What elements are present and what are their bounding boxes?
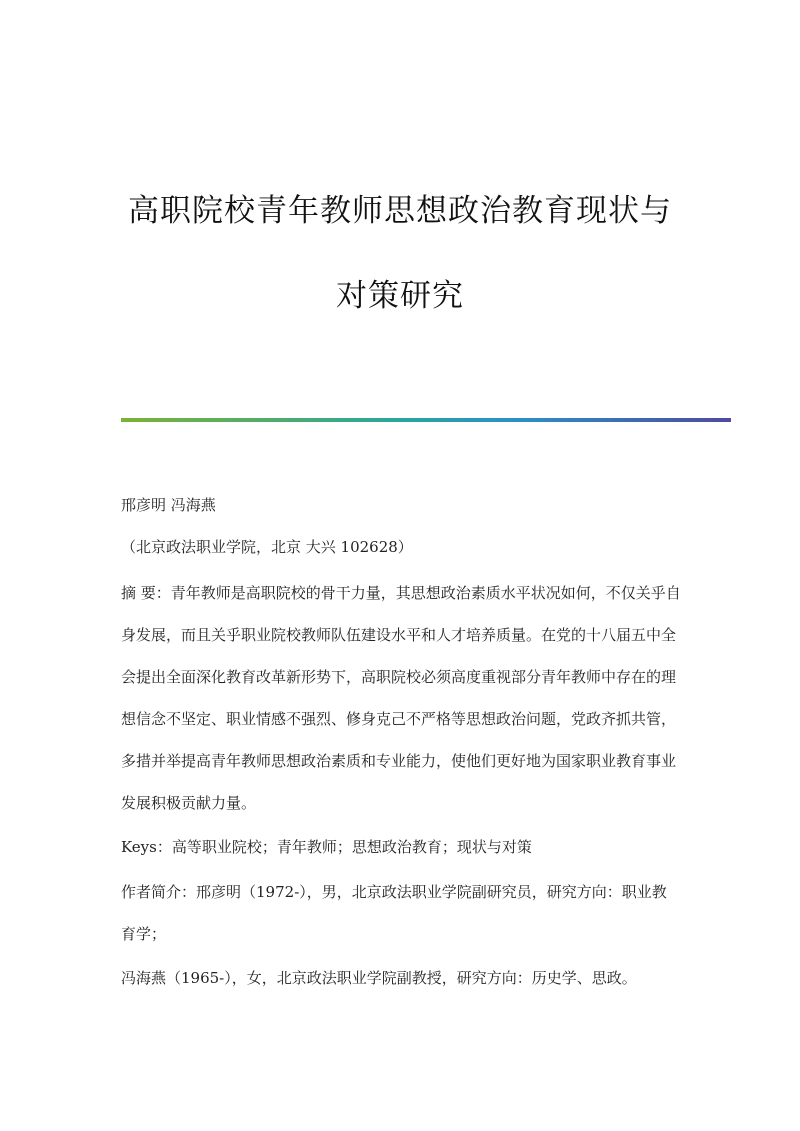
abstract-text: 青年教师是高职院校的骨干力量，其思想政治素质水平状况如何，不仅关乎自身发展，而且关乎职业院校教师队伍建设水平和人才培养质量。在党的十八届五中全会提出全面深化教育改革新形势下，高职院校必须高度重视部分青年教师中存在的理想信念不坚定、职业情感不强烈、修身克己不严格等思想政治问题，党政齐抓共管，多措并举提高青年教师思想政治素质和专业能力，使他们更好地为国家职业教育事业发展积极贡献力量。 — [121, 584, 681, 812]
keywords-text: 高等职业院校；青年教师；思想政治教育；现状与对策 — [171, 838, 532, 856]
author-bio-2: 冯海燕（1965-），女，北京政法职业学院副教授，研究方向：历史学、思政。 — [121, 969, 637, 987]
document-title — [100, 180, 700, 327]
author-bio-1 — [121, 871, 681, 955]
abstract-label: 摘 要： — [121, 584, 171, 602]
author-names: 邢彦明 冯海燕 — [121, 496, 216, 514]
title-line-2: 对策研究 — [336, 278, 464, 314]
bio-label: 作者简介： — [121, 883, 197, 901]
keywords-paragraph — [121, 826, 681, 868]
abstract-paragraph — [121, 572, 681, 824]
title-line-1: 高职院校青年教师思想政治教育现状与 — [128, 193, 672, 229]
author-affiliation: （北京政法职业学院，北京 大兴 102628） — [121, 538, 413, 556]
bio-author-1: 邢彦明（1972-），男，北京政法职业学院副研究员，研究方向：职业教育学； — [121, 883, 667, 943]
keywords-label: Keys： — [121, 838, 172, 856]
gradient-divider — [121, 418, 731, 422]
document-body — [121, 484, 681, 999]
